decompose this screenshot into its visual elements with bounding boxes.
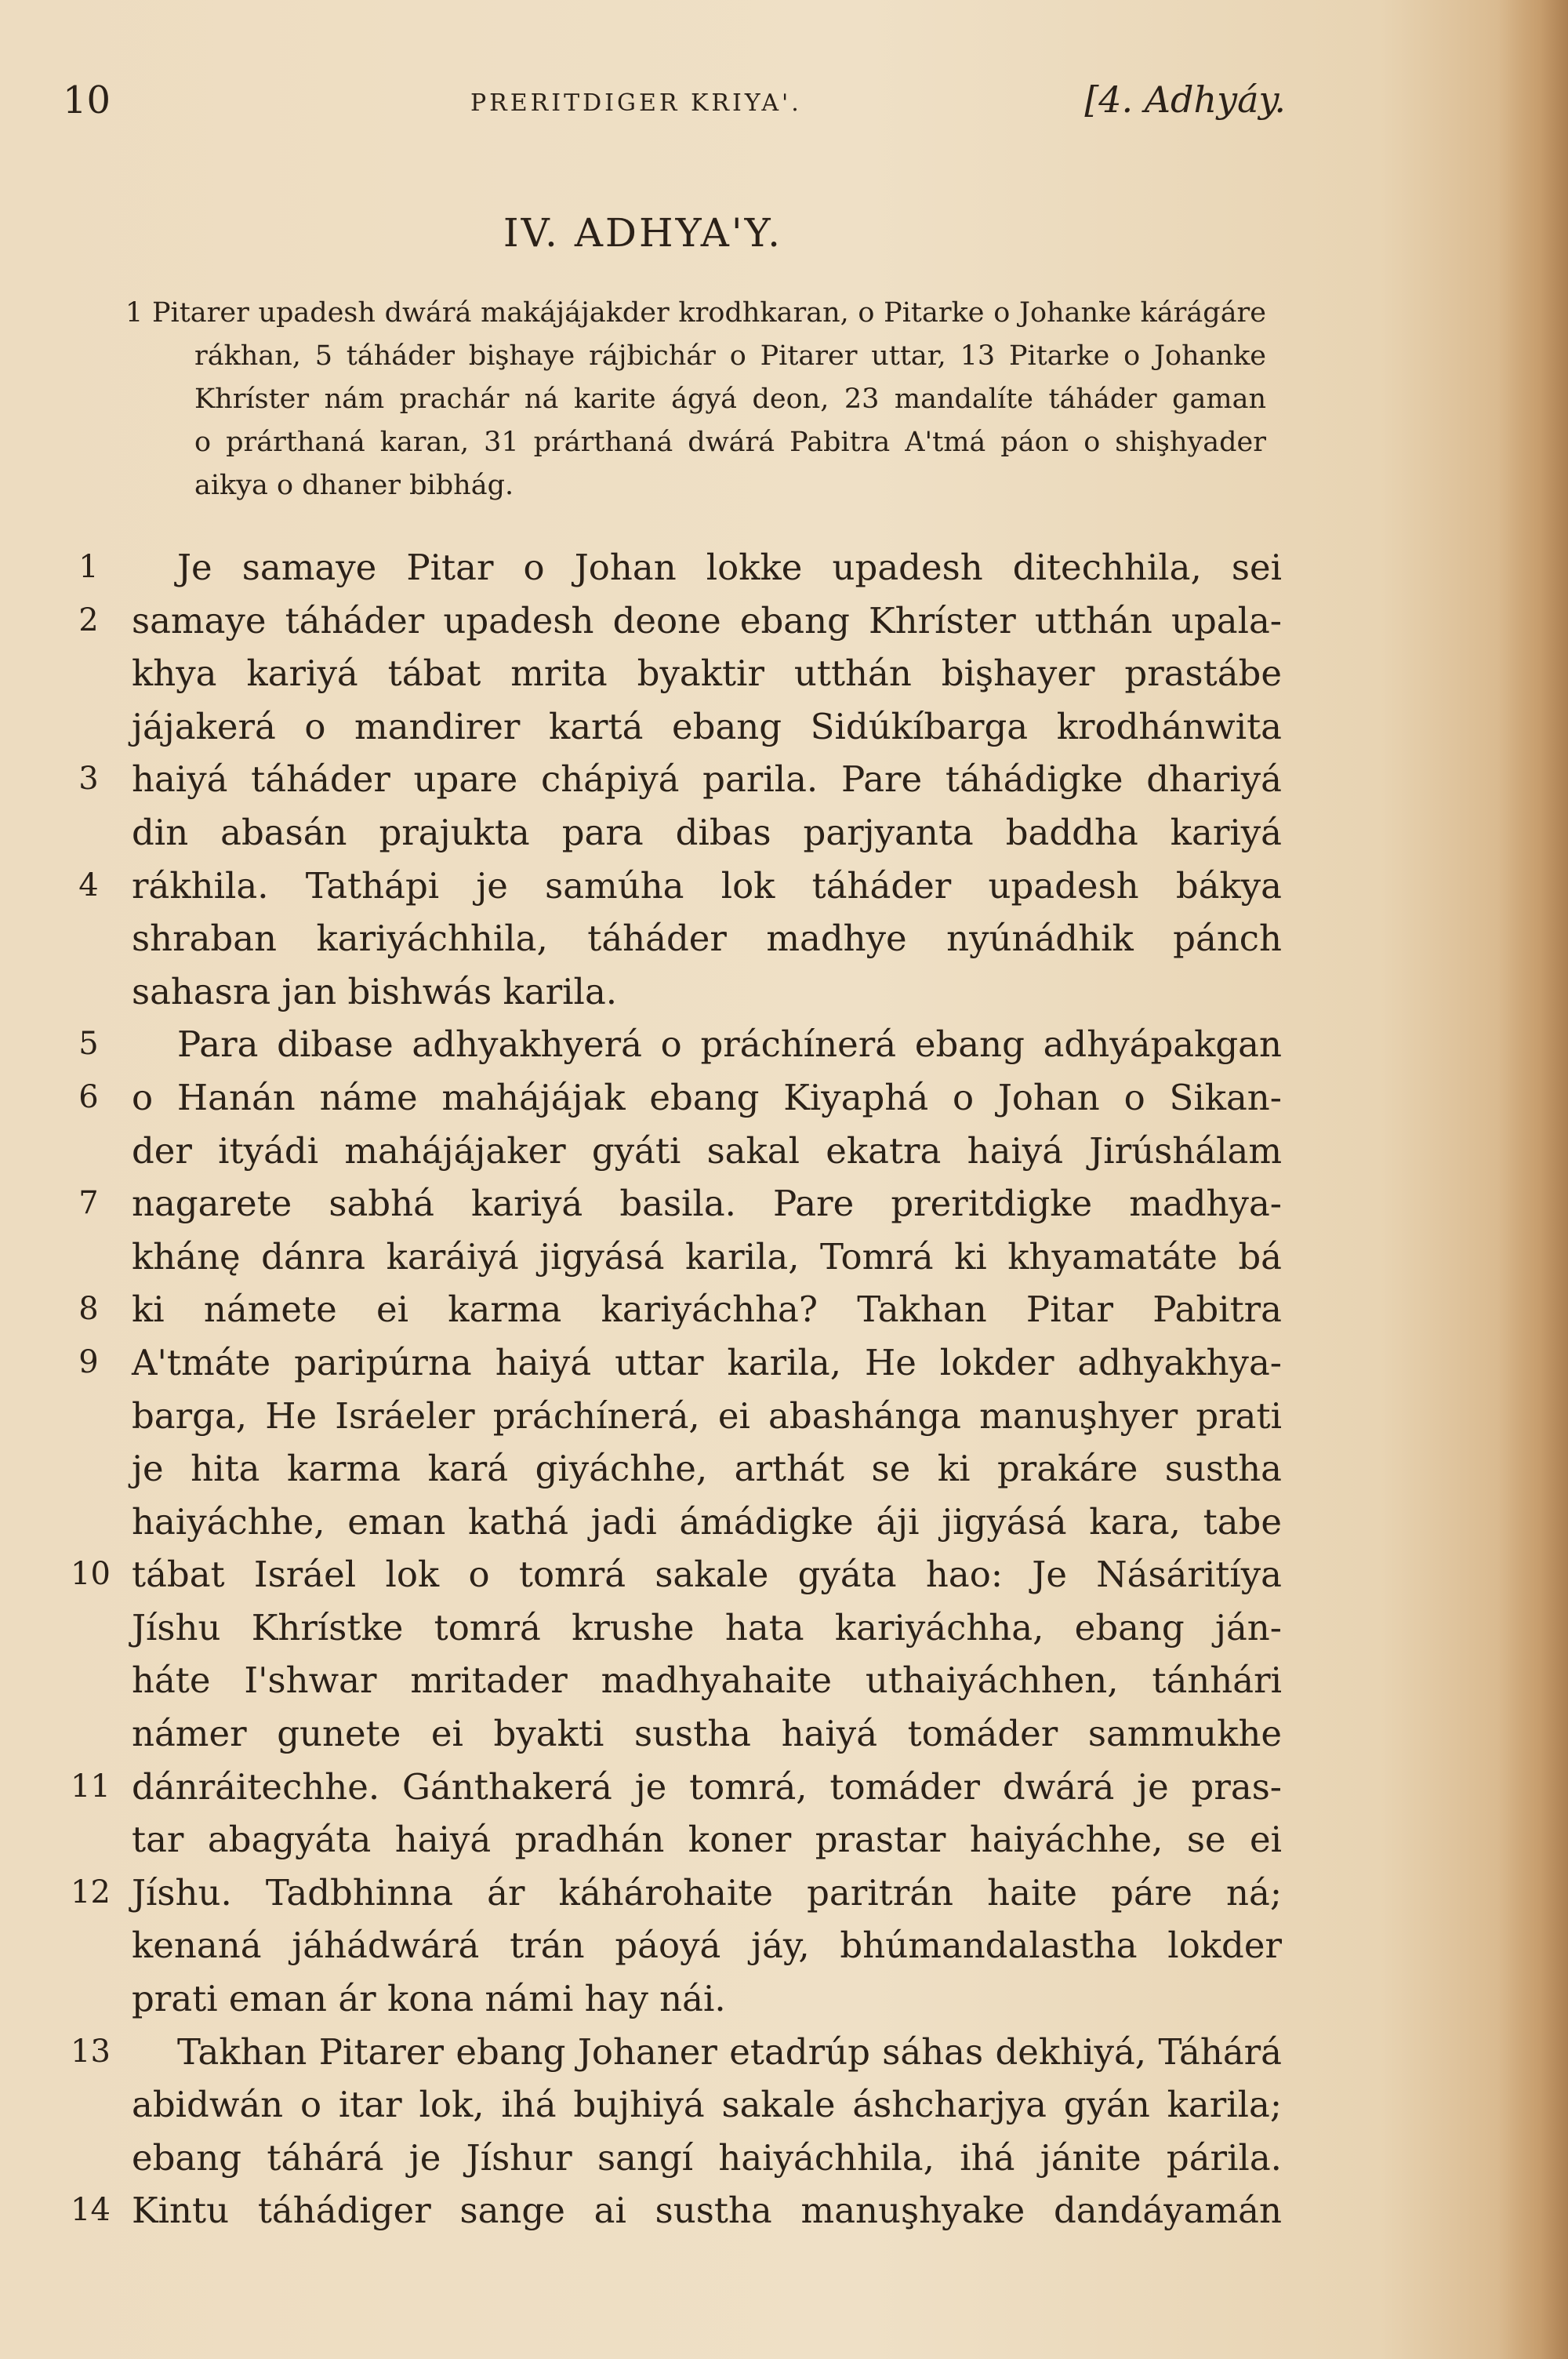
chapter-summary xyxy=(125,292,1266,507)
verse-line-text: Jíshu Khrístke tomrá krushe hata kariyáchha, ebang ján- xyxy=(132,1606,1282,1648)
verse-line xyxy=(71,1813,1282,1866)
verse-line xyxy=(71,1442,1282,1496)
verse-line xyxy=(71,1283,1282,1336)
verse-line xyxy=(71,806,1282,860)
verse-line-rest: e samaye Pitar o Johan lokke upadesh ditechhila, sei xyxy=(191,547,1282,588)
summary-line: rákhan, 5 táháder bişhaye rájbichár o Pitarer uttar, 13 Pitarke o Johanke xyxy=(194,340,1266,372)
verse-number: 9 xyxy=(78,1343,99,1380)
verse-line-text: je hita karma kará giyáchhe, arthát se ki prakáre sustha xyxy=(132,1448,1282,1490)
verse-line xyxy=(71,1919,1282,1972)
verse-line xyxy=(71,2078,1282,2132)
initial-letter: J xyxy=(177,547,192,588)
verse-line xyxy=(71,1177,1282,1230)
verse-line xyxy=(71,594,1282,648)
verse-line-text xyxy=(132,541,1282,594)
verse-number: 6 xyxy=(78,1078,99,1115)
verse-line-text: nagarete sabhá kariyá basila. Pare preritdigke madhya- xyxy=(132,1183,1282,1225)
verse-line xyxy=(71,1018,1282,1071)
verse-line-text: sahasra jan bishwás karila. xyxy=(132,970,618,1012)
verse-line xyxy=(71,1654,1282,1707)
verse-number: 12 xyxy=(71,1874,111,1910)
summary-line: aikya o dhaner bibhág. xyxy=(194,470,514,501)
verse-line-text: rákhila. Tathápi je samúha lok táháder upadesh bákya xyxy=(132,864,1282,907)
verse-line-text: Kintu táhádiger sange ai sustha manuşhyake dandáyamán xyxy=(132,2190,1282,2232)
verse-number: 11 xyxy=(71,1768,111,1805)
verse-line-text: shraban kariyáchhila, táháder madhye nyúnádhik pánch xyxy=(132,918,1282,960)
verse-line-text: tar abagyáta haiyá pradhán koner prastar haiyáchhe, se ei xyxy=(132,1819,1282,1861)
verse-line-text: ebang táhárá je Jíshur sangí haiyáchhila, ihá jánite párila. xyxy=(132,2136,1282,2179)
verse-line xyxy=(71,647,1282,700)
verse-line-text: barga, He Isráeler práchínerá, ei abashánga manuşhyer prati xyxy=(132,1394,1282,1437)
summary-line: Khríster nám prachár ná karite ágyá deon, 23 mandalíte táháder gaman xyxy=(194,383,1266,415)
verse-number: 7 xyxy=(78,1185,99,1222)
verse-line xyxy=(71,1496,1282,1549)
summary-line: o prárthaná karan, 31 prárthaná dwárá Pabitra A'tmá páon o shişhyader xyxy=(194,427,1266,458)
verse-line xyxy=(71,700,1282,754)
verse-line xyxy=(71,541,1282,594)
verse-line-text: abidwán o itar lok, ihá bujhiyá sakale áshcharjya gyán karila; xyxy=(132,2084,1282,2126)
verse-line xyxy=(71,2026,1282,2079)
verse-line-text: Para dibase adhyakhyerá o práchínerá ebang adhyápakgan xyxy=(177,1023,1282,1066)
verse-line-text: dánráitechhe. Gánthakerá je tomrá, tomáder dwárá je pras- xyxy=(132,1765,1282,1808)
verse-line-text: haiyáchhe, eman kathá jadi ámádigke áji jigyásá kara, tabe xyxy=(132,1500,1282,1543)
verse-line-text: A'tmáte paripúrna haiyá uttar karila, He lokder adhyakhya- xyxy=(132,1341,1282,1383)
verse-line-text: Jíshu. Tadbhinna ár káhárohaite paritrán haite páre ná; xyxy=(132,1871,1282,1914)
verse-line xyxy=(71,1707,1282,1761)
verse-line-text: din abasán prajukta para dibas parjyanta baddha kariyá xyxy=(132,811,1282,853)
verse-number: 13 xyxy=(71,2033,111,2070)
verse-line xyxy=(71,1866,1282,1920)
verse-line-text: o Hanán náme mahájájak ebang Kiyaphá o Johan o Sikan- xyxy=(132,1076,1282,1118)
page-header xyxy=(63,78,1286,133)
verse-line-text: Takhan Pitarer ebang Johaner etadrúp sáhas dekhiyá, Táhárá xyxy=(177,2030,1282,2073)
verse-number: 3 xyxy=(78,761,99,798)
verse-line xyxy=(71,1125,1282,1178)
verse-line-text: prati eman ár kona námi hay nái. xyxy=(132,1978,726,2020)
verse-line-text: khánę dánra karáiyá jigyásá karila, Tomrá ki khyamatáte bá xyxy=(132,1235,1282,1278)
verse-line xyxy=(71,912,1282,965)
verse-number: 8 xyxy=(78,1291,99,1328)
verse-line xyxy=(71,1390,1282,1443)
chapter-title: IV. ADHYA'Y. xyxy=(503,210,783,256)
verse-number: 14 xyxy=(71,2192,111,2229)
verse-number: 5 xyxy=(78,1026,99,1063)
verse-line xyxy=(71,1230,1282,1284)
verse-line xyxy=(71,1972,1282,2026)
verse-line xyxy=(71,860,1282,913)
verse-number: 1 xyxy=(78,549,99,585)
verse-line xyxy=(71,965,1282,1019)
verse-line-text: haiyá táháder upare chápiyá parila. Pare táhádigke dhariyá xyxy=(132,758,1282,801)
running-title: PRERITDIGER KRIYA'. xyxy=(470,89,802,117)
verse-line-text: der ityádi mahájájaker gyáti sakal ekatra haiyá Jirúshálam xyxy=(132,1129,1282,1172)
verse-line xyxy=(71,2132,1282,2185)
page-number: 10 xyxy=(63,78,111,122)
verse-line-text: khya kariyá tábat mrita byaktir utthán bişhayer prastábe xyxy=(132,652,1282,695)
verse-line-text: samaye táháder upadesh deone ebang Khríster utthán upala- xyxy=(132,599,1282,642)
verse-line xyxy=(71,1548,1282,1601)
verse-line-text: tábat Isráel lok o tomrá sakale gyáta hao: Je Násáritíya xyxy=(132,1554,1282,1596)
verse-number: 4 xyxy=(78,867,99,903)
verse-line xyxy=(71,1336,1282,1390)
chapter-reference: [4. Adhyáy. xyxy=(1084,78,1286,121)
verse-line-text: námer gunete ei byakti sustha haiyá tomáder sammukhe xyxy=(132,1713,1282,1755)
verse-number: 2 xyxy=(78,602,99,638)
verse-line xyxy=(71,2184,1282,2237)
verse-line xyxy=(71,1071,1282,1125)
summary-line: 1 Pitarer upadesh dwárá makájájakder krodhkaran, o Pitarke o Johanke kárágáre xyxy=(125,297,1266,329)
verse-line-text: ki námete ei karma kariyáchha? Takhan Pitar Pabitra xyxy=(132,1289,1282,1331)
verse-line-text: jájakerá o mandirer kartá ebang Sidúkíbarga krodhánwita xyxy=(132,705,1282,747)
verse-line xyxy=(71,753,1282,806)
verse-line xyxy=(71,1761,1282,1814)
verse-text xyxy=(71,541,1282,2237)
verse-number: 10 xyxy=(71,1556,111,1593)
verse-line-text: háte I'shwar mritader madhyahaite uthaiyáchhen, tánhári xyxy=(132,1659,1282,1702)
page-edge-shadow xyxy=(1497,0,1568,2359)
verse-line-text: kenaná jáhádwárá trán páoyá jáy, bhúmandalastha lokder xyxy=(132,1925,1282,1967)
verse-line xyxy=(71,1601,1282,1655)
